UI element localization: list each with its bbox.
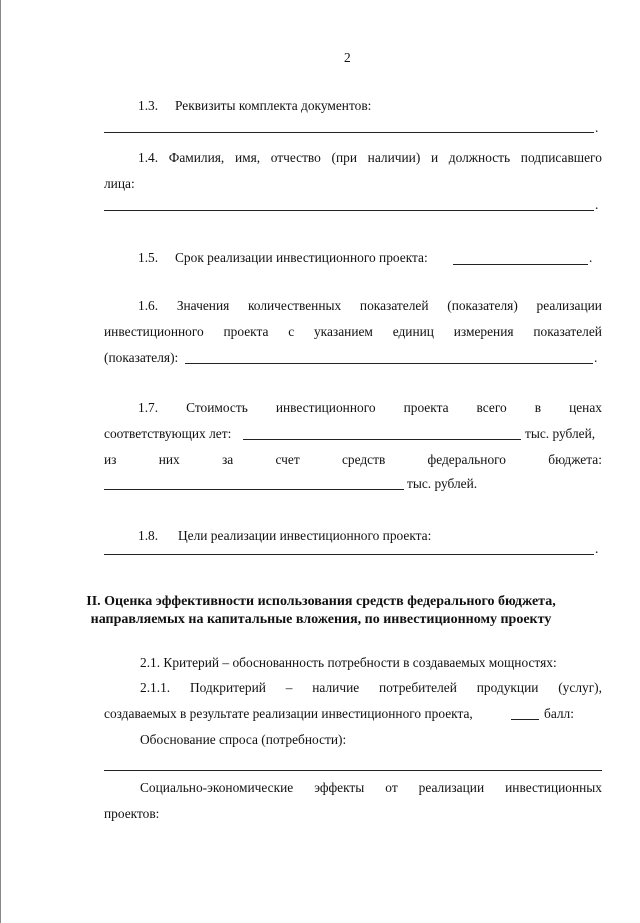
page-number: 2	[344, 50, 351, 65]
word: единиц	[392, 324, 434, 339]
word: эффекты	[314, 780, 365, 795]
section-1-6-line1	[138, 298, 602, 314]
fill-line	[104, 132, 594, 133]
line-end-period: .	[594, 350, 598, 365]
word: потребителей	[379, 680, 457, 695]
word: измерения	[453, 324, 514, 339]
score-blank-line	[511, 719, 539, 720]
fill-line	[453, 264, 588, 265]
section-1-7-line2-end: тыс. рублей,	[525, 426, 596, 441]
word: от	[385, 780, 398, 795]
word: (показателя)	[447, 298, 518, 313]
criterion-2-1: 2.1. Критерий – обоснованность потребности в создаваемых мощностях:	[140, 655, 557, 670]
fill-line	[104, 210, 594, 211]
word: указанием	[313, 324, 373, 339]
word: Значения	[176, 298, 230, 313]
fill-line	[104, 554, 594, 555]
fill-line	[104, 770, 602, 771]
subcriterion-2-1-1-line2-start: создаваемых в результате реализации инвестиционного проекта,	[104, 706, 473, 721]
line-end-period: .	[595, 120, 599, 135]
line-end-period: .	[595, 197, 599, 212]
section-1-6-number: 1.6.	[138, 298, 159, 313]
section-1-4-number: 1.4.	[138, 150, 159, 165]
word: (услуг),	[558, 680, 602, 695]
word: показателей	[359, 298, 429, 313]
section-1-7-line1	[138, 400, 602, 416]
word: (при	[331, 150, 358, 165]
word: реализации	[418, 780, 485, 795]
effects-line2: проектов:	[104, 806, 160, 821]
word: Стоимость	[186, 400, 248, 415]
fill-line	[104, 489, 404, 490]
word: Фамилия,	[168, 150, 225, 165]
word: в	[534, 400, 542, 415]
line-end-period: .	[589, 250, 593, 265]
word: должность	[448, 150, 511, 165]
subcriterion-2-1-1-line2-end: балл:	[544, 706, 574, 721]
word: за	[222, 452, 234, 467]
word: бюджета:	[548, 452, 602, 467]
word: количественных	[247, 298, 342, 313]
word: них	[158, 452, 180, 467]
section-1-8-number: 1.8.	[138, 528, 159, 543]
word: наличие	[312, 680, 360, 695]
word: проекта	[223, 324, 269, 339]
word: наличии)	[367, 150, 421, 165]
subcriterion-number: 2.1.1.	[140, 680, 171, 695]
word: всего	[476, 400, 507, 415]
word: реализации	[536, 298, 602, 313]
word: Подкритерий	[189, 680, 266, 695]
word: ценах	[569, 400, 602, 415]
section-1-6-line2	[104, 324, 602, 340]
word: и	[430, 150, 439, 165]
section-1-8-text: Цели реализации инвестиционного проекта:	[178, 528, 432, 543]
word: подписавшего	[520, 150, 602, 165]
section-1-4-continuation: лица:	[104, 176, 135, 191]
line-end-period: .	[595, 541, 599, 556]
word: из	[104, 452, 117, 467]
section-1-5-number: 1.5.	[138, 250, 159, 265]
section-1-3-number: 1.3.	[138, 98, 159, 113]
word: средств	[341, 452, 386, 467]
section-2-title-line2: направляемых на капитальные вложения, по инвестиционному проекту	[90, 612, 552, 627]
word: инвестиционного	[104, 324, 204, 339]
word: проекта	[403, 400, 449, 415]
word: имя,	[234, 150, 261, 165]
section-1-3-text: Реквизиты комплекта документов:	[175, 98, 372, 113]
word: федерального	[427, 452, 507, 467]
fill-line	[243, 439, 521, 440]
demand-justification-label: Обоснование спроса (потребности):	[140, 732, 347, 747]
section-1-7-line2-start: соответствующих лет:	[104, 426, 232, 441]
fill-line	[185, 363, 593, 364]
subcriterion-2-1-1-line1	[140, 680, 602, 696]
section-1-7-number: 1.7.	[138, 400, 159, 415]
section-1-7-line4-end: тыс. рублей.	[407, 476, 478, 491]
word: –	[285, 680, 293, 695]
word: Социально-экономические	[140, 780, 294, 795]
section-1-6-line3: (показателя):	[104, 350, 179, 365]
word: инвестиционных	[505, 780, 602, 795]
section-1-5-text: Срок реализации инвестиционного проекта:	[175, 250, 428, 265]
word: инвестиционного	[275, 400, 376, 415]
word: с	[288, 324, 295, 339]
word: счет	[275, 452, 300, 467]
word: показателей	[533, 324, 602, 339]
section-1-4-line1	[138, 150, 602, 166]
section-1-7-line3	[104, 452, 602, 468]
section-2-title-line1: II. Оценка эффективности использования средств федерального бюджета,	[86, 594, 556, 609]
effects-line1	[140, 780, 602, 796]
word: продукции	[476, 680, 539, 695]
word: отчество	[270, 150, 321, 165]
